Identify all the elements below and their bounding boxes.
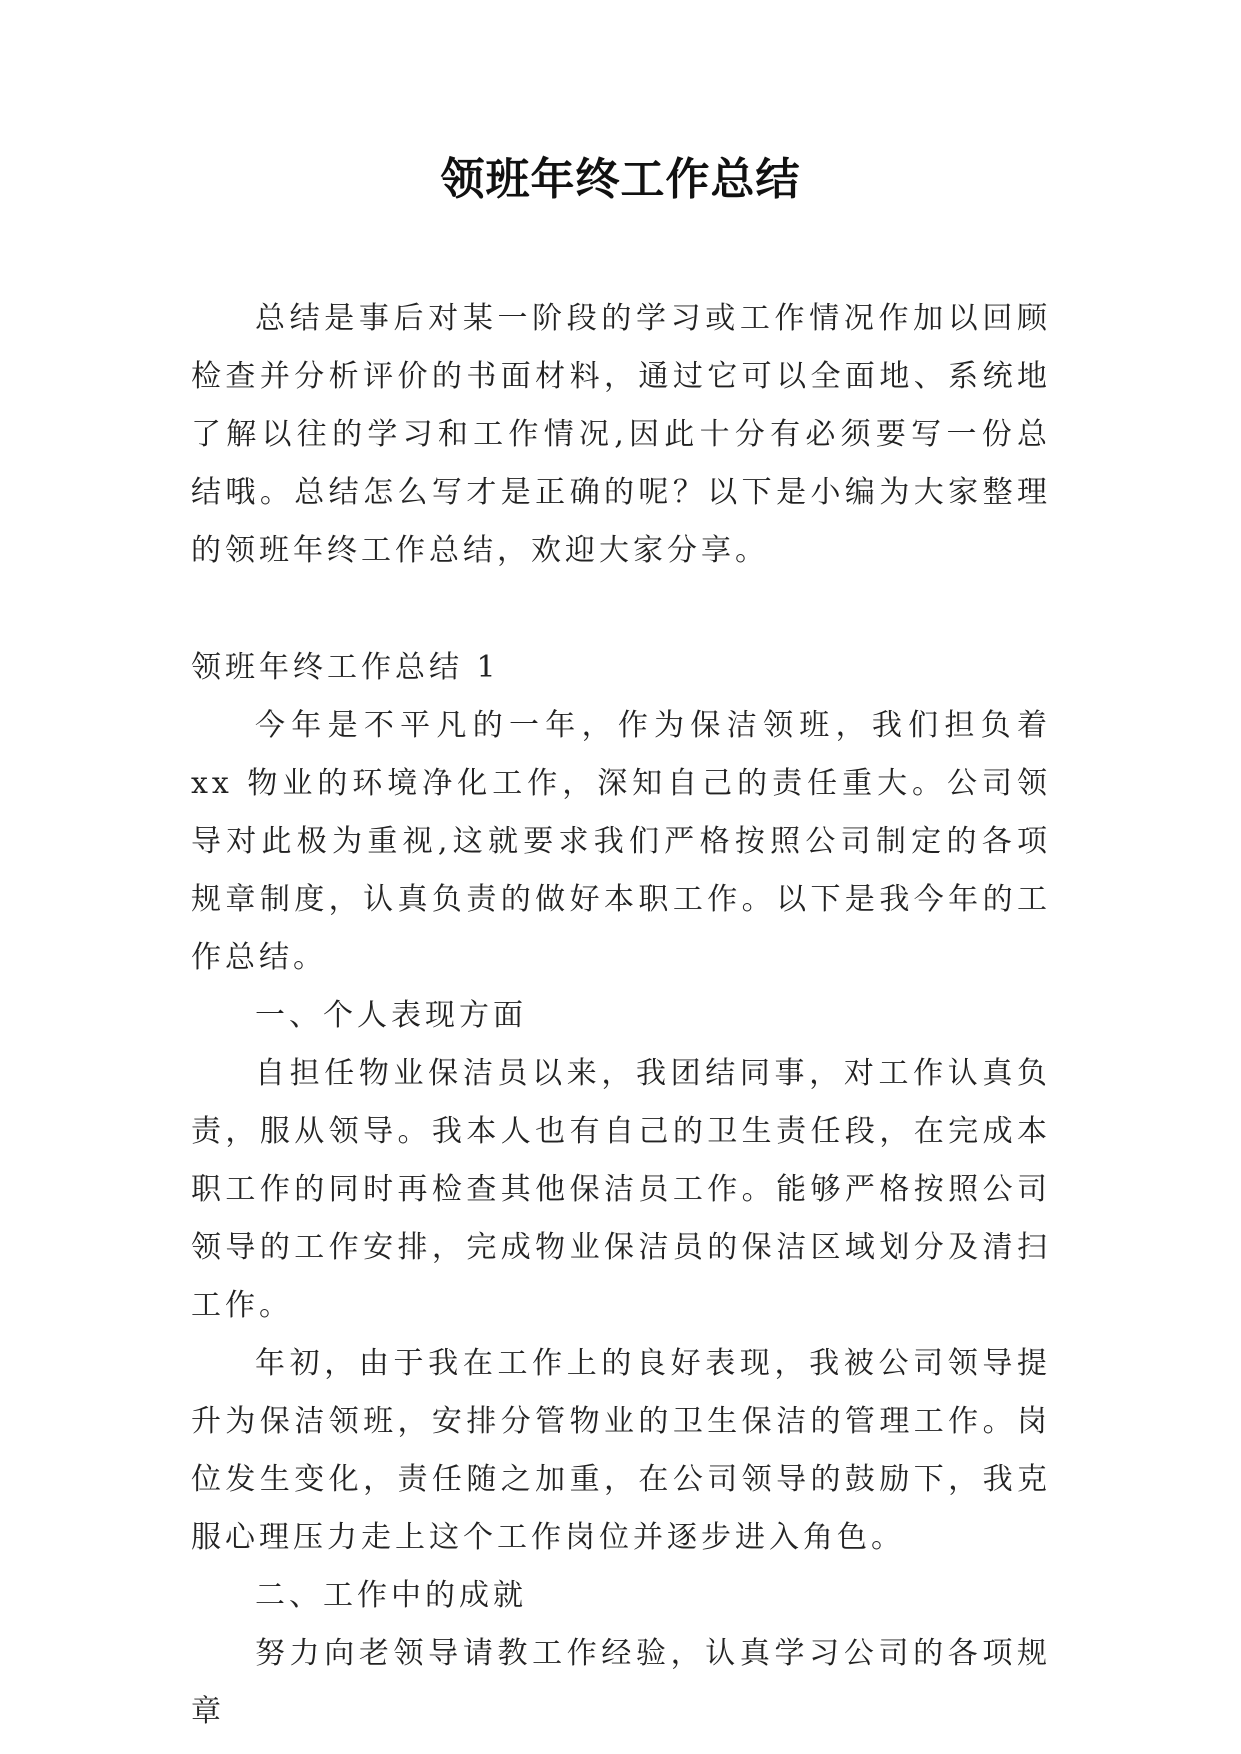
body-paragraph: 努力向老领导请教工作经验，认真学习公司的各项规章 xyxy=(191,1636,1051,1729)
subsection-heading-achievements: 二、工作中的成就 xyxy=(255,1578,527,1613)
intro-section xyxy=(191,290,1051,580)
section-heading: 领班年终工作总结 1 xyxy=(191,650,500,685)
section-1 xyxy=(191,639,1051,1741)
body-paragraph: 今年是不平凡的一年，作为保洁领班，我们担负着 xx 物业的环境净化工作，深知自己的责任重大。公司领导对此极为重视,这就要求我们严格按照公司制定的各项规章制度，认真负责的做好本职工作。以下是我今年的工作总结。 xyxy=(191,708,1051,975)
intro-paragraph: 总结是事后对某一阶段的学习或工作情况作加以回顾检查并分析评价的书面材料，通过它可以全面地、系统地了解以往的学习和工作情况,因此十分有必须要写一份总结哦。总结怎么写才是正确的呢？以下是小编为大家整理的领班年终工作总结，欢迎大家分享。 xyxy=(191,301,1051,568)
body-paragraph: 年初，由于我在工作上的良好表现，我被公司领导提升为保洁领班，安排分管物业的卫生保洁的管理工作。岗位发生变化，责任随之加重，在公司领导的鼓励下，我克服心理压力走上这个工作岗位并逐步进入角色。 xyxy=(191,1346,1051,1555)
body-paragraph: 自担任物业保洁员以来，我团结同事，对工作认真负责，服从领导。我本人也有自己的卫生责任段，在完成本职工作的同时再检查其他保洁员工作。能够严格按照公司领导的工作安排，完成物业保洁员的保洁区域划分及清扫工作。 xyxy=(191,1056,1051,1323)
subsection-heading-personal: 一、个人表现方面 xyxy=(255,998,527,1033)
document-title: 领班年终工作总结 xyxy=(440,154,801,205)
